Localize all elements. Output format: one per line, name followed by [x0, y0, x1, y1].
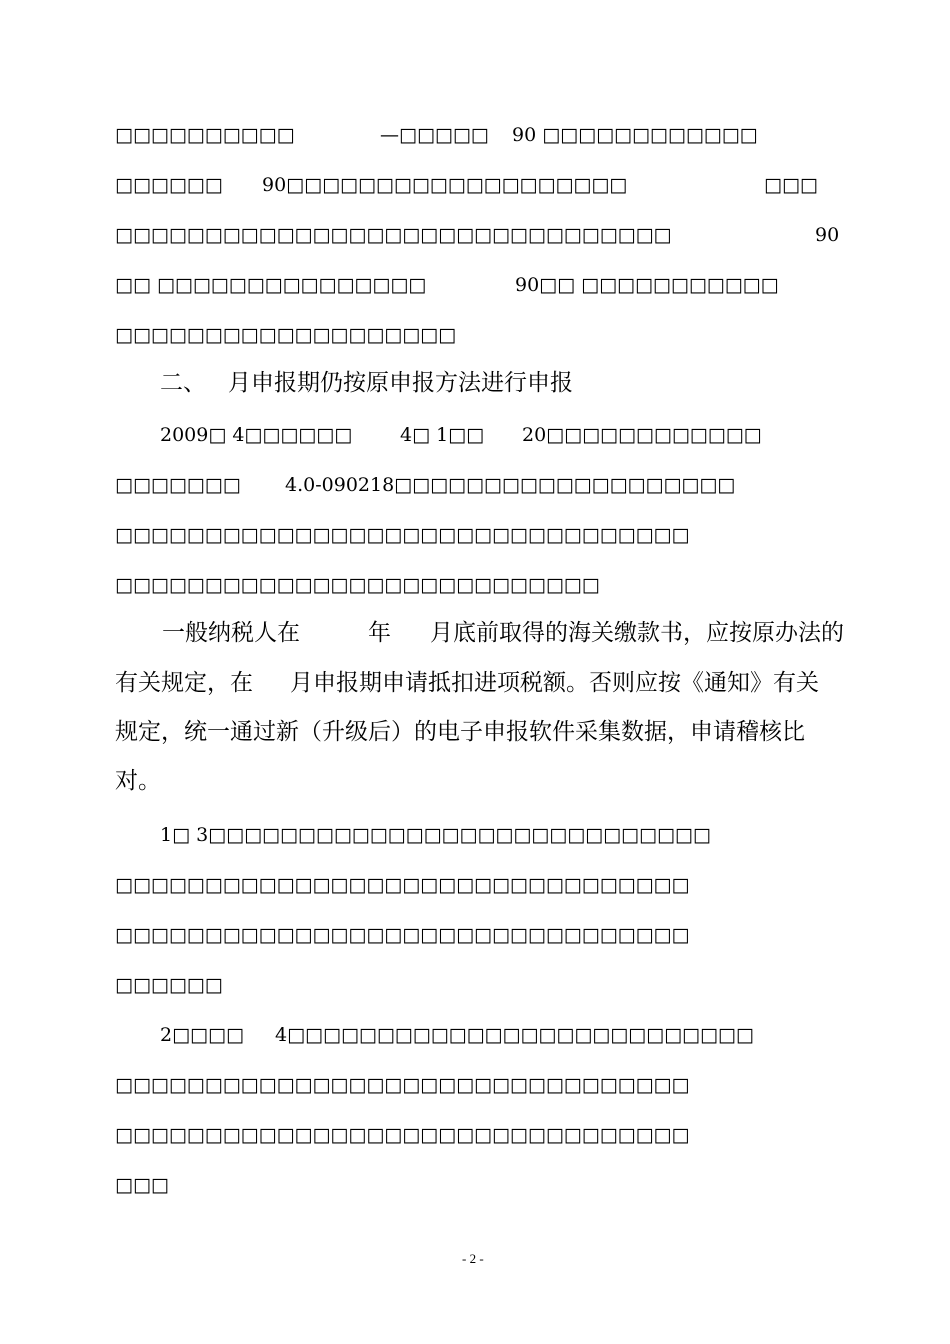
- item1-line-3: □□□□□□□□□□□□□□□□□□□□□□□□□□□□□□□□: [115, 924, 690, 946]
- para-line-4: 对。: [115, 768, 161, 794]
- item2-line-3: □□□□□□□□□□□□□□□□□□□□□□□□□□□□□□□□: [115, 1124, 690, 1146]
- text-line-1c: 90 □□□□□□□□□□□□: [512, 124, 758, 146]
- para-line-1a: 一般纳税人在: [162, 620, 300, 646]
- text-line-4b: 90□□ □□□□□□□□□□□: [515, 274, 779, 296]
- para-line-3: 规定，统一通过新（升级后）的电子申报软件采集数据，申请稽核比: [115, 719, 805, 745]
- item1-line-4: □□□□□□: [115, 974, 223, 996]
- para-line-1c: 月底前取得的海关缴款书，应按原办法的: [430, 620, 844, 646]
- text-line-3b: 90: [815, 224, 840, 246]
- text-line-1a: □□□□□□□□□□: [115, 124, 295, 146]
- section-number: 二、: [160, 370, 206, 396]
- text-line-3a: □□□□□□□□□□□□□□□□□□□□□□□□□□□□□□□: [115, 224, 672, 246]
- item1-line-2: □□□□□□□□□□□□□□□□□□□□□□□□□□□□□□□□: [115, 874, 690, 896]
- text-line-6c: 20□□□□□□□□□□□□: [522, 424, 762, 446]
- text-line-4a: □□ □□□□□□□□□□□□□□□: [115, 274, 427, 296]
- para-line-1b: 年: [368, 620, 391, 646]
- text-line-8: □□□□□□□□□□□□□□□□□□□□□□□□□□□□□□□□: [115, 524, 690, 546]
- text-line-2b: 90□□□□□□□□□□□□□□□□□□□: [262, 174, 628, 196]
- text-line-7a: □□□□□□□: [115, 474, 241, 496]
- text-line-7b: 4.0-090218□□□□□□□□□□□□□□□□□□□: [285, 474, 736, 496]
- text-line-2a: □□□□□□: [115, 174, 223, 196]
- item2-line-2: □□□□□□□□□□□□□□□□□□□□□□□□□□□□□□□□: [115, 1074, 690, 1096]
- item1-line-1: 1□ 3□□□□□□□□□□□□□□□□□□□□□□□□□□□□: [160, 824, 711, 846]
- para-line-2b: 月申报期申请抵扣进项税额。否则应按《通知》有关: [290, 670, 819, 696]
- text-line-2c: □□□: [764, 174, 818, 196]
- text-line-5: □□□□□□□□□□□□□□□□□□□: [115, 324, 457, 346]
- para-line-2a: 有关规定，在: [115, 670, 253, 696]
- text-line-9: □□□□□□□□□□□□□□□□□□□□□□□□□□□: [115, 574, 600, 596]
- page-number: - 2 -: [462, 1251, 484, 1266]
- text-line-1b: —□□□□□: [380, 124, 489, 146]
- text-line-6a: 2009□ 4□□□□□□: [160, 424, 353, 446]
- item2-line-4: □□□: [115, 1174, 169, 1196]
- item2-line-1b: 4□□□□□□□□□□□□□□□□□□□□□□□□□□: [275, 1024, 754, 1046]
- item2-line-1a: 2□□□□: [160, 1024, 244, 1046]
- section-heading: 月申报期仍按原申报方法进行申报: [228, 370, 573, 396]
- text-line-6b: 4□ 1□□: [400, 424, 485, 446]
